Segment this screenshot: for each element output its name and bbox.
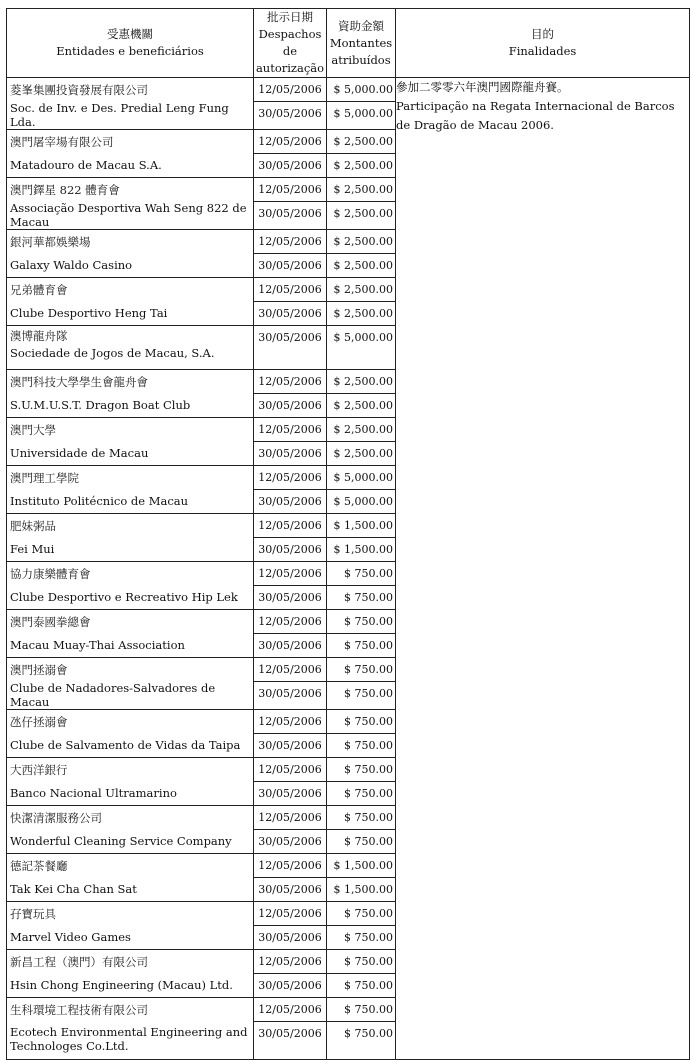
authorization-date: 30/05/2006 [254,973,326,997]
header-amounts [327,9,396,78]
date-cell [254,466,327,514]
entity-cell [7,854,254,902]
authorization-date: 12/05/2006 [258,471,322,484]
entity-cell [7,758,254,806]
entity-name-cn: 澳門拯溺會 [10,662,68,677]
amount-cell [327,950,396,998]
authorization-date: 30/05/2006 [254,585,326,609]
entity-name-pt: Instituto Politécnico de Macau [10,493,189,508]
entity-name-pt: Galaxy Waldo Casino [10,257,133,272]
granted-amount: $ 750.00 [327,585,395,609]
entity-name-cn: 生科環境工程技術有限公司 [10,1002,148,1017]
authorization-date: 12/05/2006 [258,235,322,248]
authorization-date: 12/05/2006 [258,283,322,296]
authorization-date: 12/05/2006 [258,183,322,196]
authorization-date: 12/05/2006 [258,83,322,96]
authorization-date: 30/05/2006 [254,441,326,465]
authorization-date: 12/05/2006 [258,519,322,532]
amount-cell [327,806,396,854]
entity-cell [7,370,254,418]
granted-amount: $ 2,500.00 [327,301,395,325]
authorization-date: 30/05/2006 [254,733,326,757]
entity-name-cn: 澳門鐸星 822 體育會 [10,182,120,197]
authorization-date: 30/05/2006 [254,681,326,705]
granted-amount: $ 750.00 [344,615,393,628]
entity-cell [7,326,254,370]
granted-amount: $ 750.00 [344,1003,393,1016]
authorization-date: 30/05/2006 [254,393,326,417]
granted-amount: $ 2,500.00 [333,375,393,388]
granted-amount: $ 5,000.00 [333,83,393,96]
entity-cell [7,514,254,562]
amount-cell [327,370,396,418]
granted-amount: $ 5,000.00 [333,331,393,344]
amount-cell [327,130,396,178]
granted-amount: $ 1,500.00 [327,537,395,561]
authorization-date: 12/05/2006 [258,423,322,436]
entity-name-pt: Clube de Nadadores-Salvadores de Macau [10,681,216,709]
granted-amount: $ 750.00 [327,681,395,705]
entity-name-pt: Soc. de Inv. e Des. Predial Leng Fung Lda. [10,101,229,129]
authorization-date: 30/05/2006 [254,925,326,949]
entity-cell [7,230,254,278]
granted-amount: $ 5,000.00 [327,101,395,125]
granted-amount: $ 2,500.00 [333,235,393,248]
amount-cell [327,658,396,710]
granted-amount: $ 5,000.00 [333,471,393,484]
entity-name-cn: 兄弟體育會 [10,282,68,297]
amount-cell [327,854,396,902]
entity-name-cn: 大西洋銀行 [10,762,68,777]
entity-name-cn: 德記茶餐廳 [10,858,68,873]
date-cell [254,710,327,758]
authorization-date: 30/05/2006 [254,829,326,853]
granted-amount: $ 750.00 [344,811,393,824]
authorization-date: 12/05/2006 [258,135,322,148]
granted-amount: $ 2,500.00 [333,183,393,196]
granted-amount: $ 750.00 [344,907,393,920]
granted-amount: $ 2,500.00 [327,153,395,177]
entity-name-pt: Marvel Video Games [10,929,131,944]
authorization-date: 12/05/2006 [258,955,322,968]
entity-cell [7,278,254,326]
entity-name-cn: 澳門泰國拳總會 [10,614,91,629]
authorization-date: 12/05/2006 [258,663,322,676]
amount-cell [327,610,396,658]
authorization-date: 30/05/2006 [254,781,326,805]
date-cell [254,130,327,178]
entity-name-cn: 孖寶玩具 [10,906,56,921]
authorization-date: 12/05/2006 [258,859,322,872]
date-cell [254,370,327,418]
authorization-date: 12/05/2006 [258,1003,322,1016]
authorization-date: 30/05/2006 [254,201,326,225]
granted-amount: $ 750.00 [344,763,393,776]
entity-name-pt: Sociedade de Jogos de Macau, S.A. [10,346,215,360]
authorization-date: 12/05/2006 [258,375,322,388]
date-cell [254,230,327,278]
amount-cell [327,998,396,1060]
entity-name-pt: Associação Desportiva Wah Seng 822 de Macau [10,201,247,229]
authorization-date: 30/05/2006 [254,253,326,277]
entity-name-cn: 銀河華都娛樂場 [10,234,91,249]
granted-amount: $ 2,500.00 [333,135,393,148]
amount-cell [327,466,396,514]
entity-name-cn: 澳博龍舟隊 [10,329,68,343]
entity-name-cn: 氹仔拯溺會 [10,714,68,729]
authorization-date: 30/05/2006 [254,301,326,325]
entity-name-pt: Clube Desportivo Heng Tai [10,305,168,320]
header-purpose-cn: 目的 [531,27,554,41]
header-amounts-pt1: Montantes [329,35,393,50]
date-cell [254,806,327,854]
granted-amount: $ 750.00 [344,955,393,968]
granted-amount: $ 750.00 [327,1021,395,1045]
granted-amount: $ 750.00 [344,567,393,580]
date-cell [254,278,327,326]
entity-name-pt: Clube de Salvamento de Vidas da Taipa [10,737,241,752]
authorization-date: 12/05/2006 [258,811,322,824]
entity-name-cn: 菱峯集團投資發展有限公司 [10,82,148,97]
header-dates-pt2: autorização [255,61,325,75]
header-entities-cn: 受惠機關 [107,27,153,41]
authorization-date: 30/05/2006 [254,537,326,561]
date-cell [254,610,327,658]
granted-amount: $ 2,500.00 [333,283,393,296]
date-cell [254,902,327,950]
entity-name-pt: Fei Mui [10,541,55,556]
date-cell [254,854,327,902]
date-cell [254,326,327,370]
entity-name-pt: Hsin Chong Engineering (Macau) Ltd. [10,977,233,992]
amount-cell [327,562,396,610]
entity-cell [7,78,254,130]
date-cell [254,418,327,466]
authorization-date: 30/05/2006 [254,153,326,177]
granted-amount: $ 750.00 [327,829,395,853]
entity-name-pt: Clube Desportivo e Recreativo Hip Lek [10,589,238,604]
amount-cell [327,902,396,950]
entity-cell [7,562,254,610]
authorization-date: 12/05/2006 [258,567,322,580]
entity-name-cn: 澳門理工學院 [10,470,79,485]
granted-amount: $ 750.00 [327,633,395,657]
purpose-cell [396,78,690,1060]
authorization-date: 12/05/2006 [258,763,322,776]
entity-cell [7,806,254,854]
header-dates [254,9,327,78]
entity-cell [7,902,254,950]
date-cell [254,758,327,806]
entity-name-pt: Tak Kei Cha Chan Sat [10,881,137,896]
amount-cell [327,758,396,806]
entity-name-cn: 澳門大學 [10,422,56,437]
header-entities [7,9,254,78]
header-entities-pt: Entidades e beneficiários [56,44,204,58]
granted-amount: $ 750.00 [327,973,395,997]
granted-amount: $ 1,500.00 [333,859,393,872]
entity-name-pt: Matadouro de Macau S.A. [10,157,162,172]
table-header-row [7,9,690,78]
entity-name-pt: Universidade de Macau [10,445,149,460]
authorization-date: 12/05/2006 [258,715,322,728]
purpose-text-cn: 參加二零零六年澳門國際龍舟賽。 [396,80,569,94]
granted-amount: $ 2,500.00 [327,393,395,417]
date-cell [254,178,327,230]
entity-cell [7,710,254,758]
authorization-date: 30/05/2006 [254,1021,326,1045]
granted-amount: $ 2,500.00 [333,423,393,436]
granted-amount: $ 750.00 [344,715,393,728]
table-row [7,78,690,130]
amount-cell [327,178,396,230]
entity-name-cn: 肥妹粥品 [10,518,56,533]
granted-amount: $ 750.00 [327,781,395,805]
amount-cell [327,278,396,326]
header-dates-cn: 批示日期 [267,10,313,24]
amount-cell [327,326,396,370]
entity-cell [7,998,254,1060]
date-cell [254,658,327,710]
entity-name-cn: 澳門屠宰場有限公司 [10,134,114,149]
granted-amount: $ 5,000.00 [327,489,395,513]
authorization-date: 12/05/2006 [258,907,322,920]
amount-cell [327,418,396,466]
granted-amount: $ 750.00 [327,733,395,757]
entity-name-pt: S.U.M.U.S.T. Dragon Boat Club [10,397,191,412]
authorization-date: 30/05/2006 [254,489,326,513]
amount-cell [327,78,396,130]
granted-amount: $ 1,500.00 [327,877,395,901]
entity-cell [7,178,254,230]
header-purpose [396,9,690,78]
entity-name-cn: 協力康樂體育會 [10,566,91,581]
authorization-date: 30/05/2006 [258,331,322,344]
purpose-text-pt: Participação na Regata Internacional de Barcos de Dragão de Macau 2006. [396,99,675,132]
entity-name-pt: Wonderful Cleaning Service Company [10,833,232,848]
date-cell [254,998,327,1060]
header-amounts-pt2: atribuídos [331,52,391,67]
entity-name-pt: Banco Nacional Ultramarino [10,785,177,800]
authorization-date: 30/05/2006 [254,633,326,657]
date-cell [254,78,327,130]
entity-cell [7,610,254,658]
entity-name-cn: 快潔清潔服務公司 [10,810,102,825]
date-cell [254,562,327,610]
date-cell [254,950,327,998]
granted-amount: $ 2,500.00 [327,253,395,277]
entity-name-cn: 新昌工程（澳門）有限公司 [10,954,148,969]
header-amounts-cn: 資助金額 [338,18,384,33]
entity-cell [7,950,254,998]
entity-name-pt: Macau Muay-Thai Association [10,637,185,652]
entity-cell [7,418,254,466]
authorization-date: 12/05/2006 [258,615,322,628]
entity-name-cn: 澳門科技大學學生會龍舟會 [10,374,148,389]
header-dates-pt1: Despachos de [258,27,322,58]
entity-cell [7,130,254,178]
authorization-date: 30/05/2006 [254,877,326,901]
entity-name-pt: Ecotech Environmental Engineering and Technologes Co.Ltd. [10,1025,248,1053]
amount-cell [327,230,396,278]
header-purpose-pt: Finalidades [508,44,577,58]
granted-amount: $ 750.00 [327,925,395,949]
granted-amount: $ 750.00 [344,663,393,676]
granted-amount: $ 2,500.00 [327,441,395,465]
granted-amount: $ 2,500.00 [327,201,395,225]
entity-cell [7,466,254,514]
beneficiaries-table [6,8,690,1060]
amount-cell [327,514,396,562]
granted-amount: $ 1,500.00 [333,519,393,532]
entity-cell [7,658,254,710]
authorization-date: 30/05/2006 [254,101,326,125]
amount-cell [327,710,396,758]
date-cell [254,514,327,562]
